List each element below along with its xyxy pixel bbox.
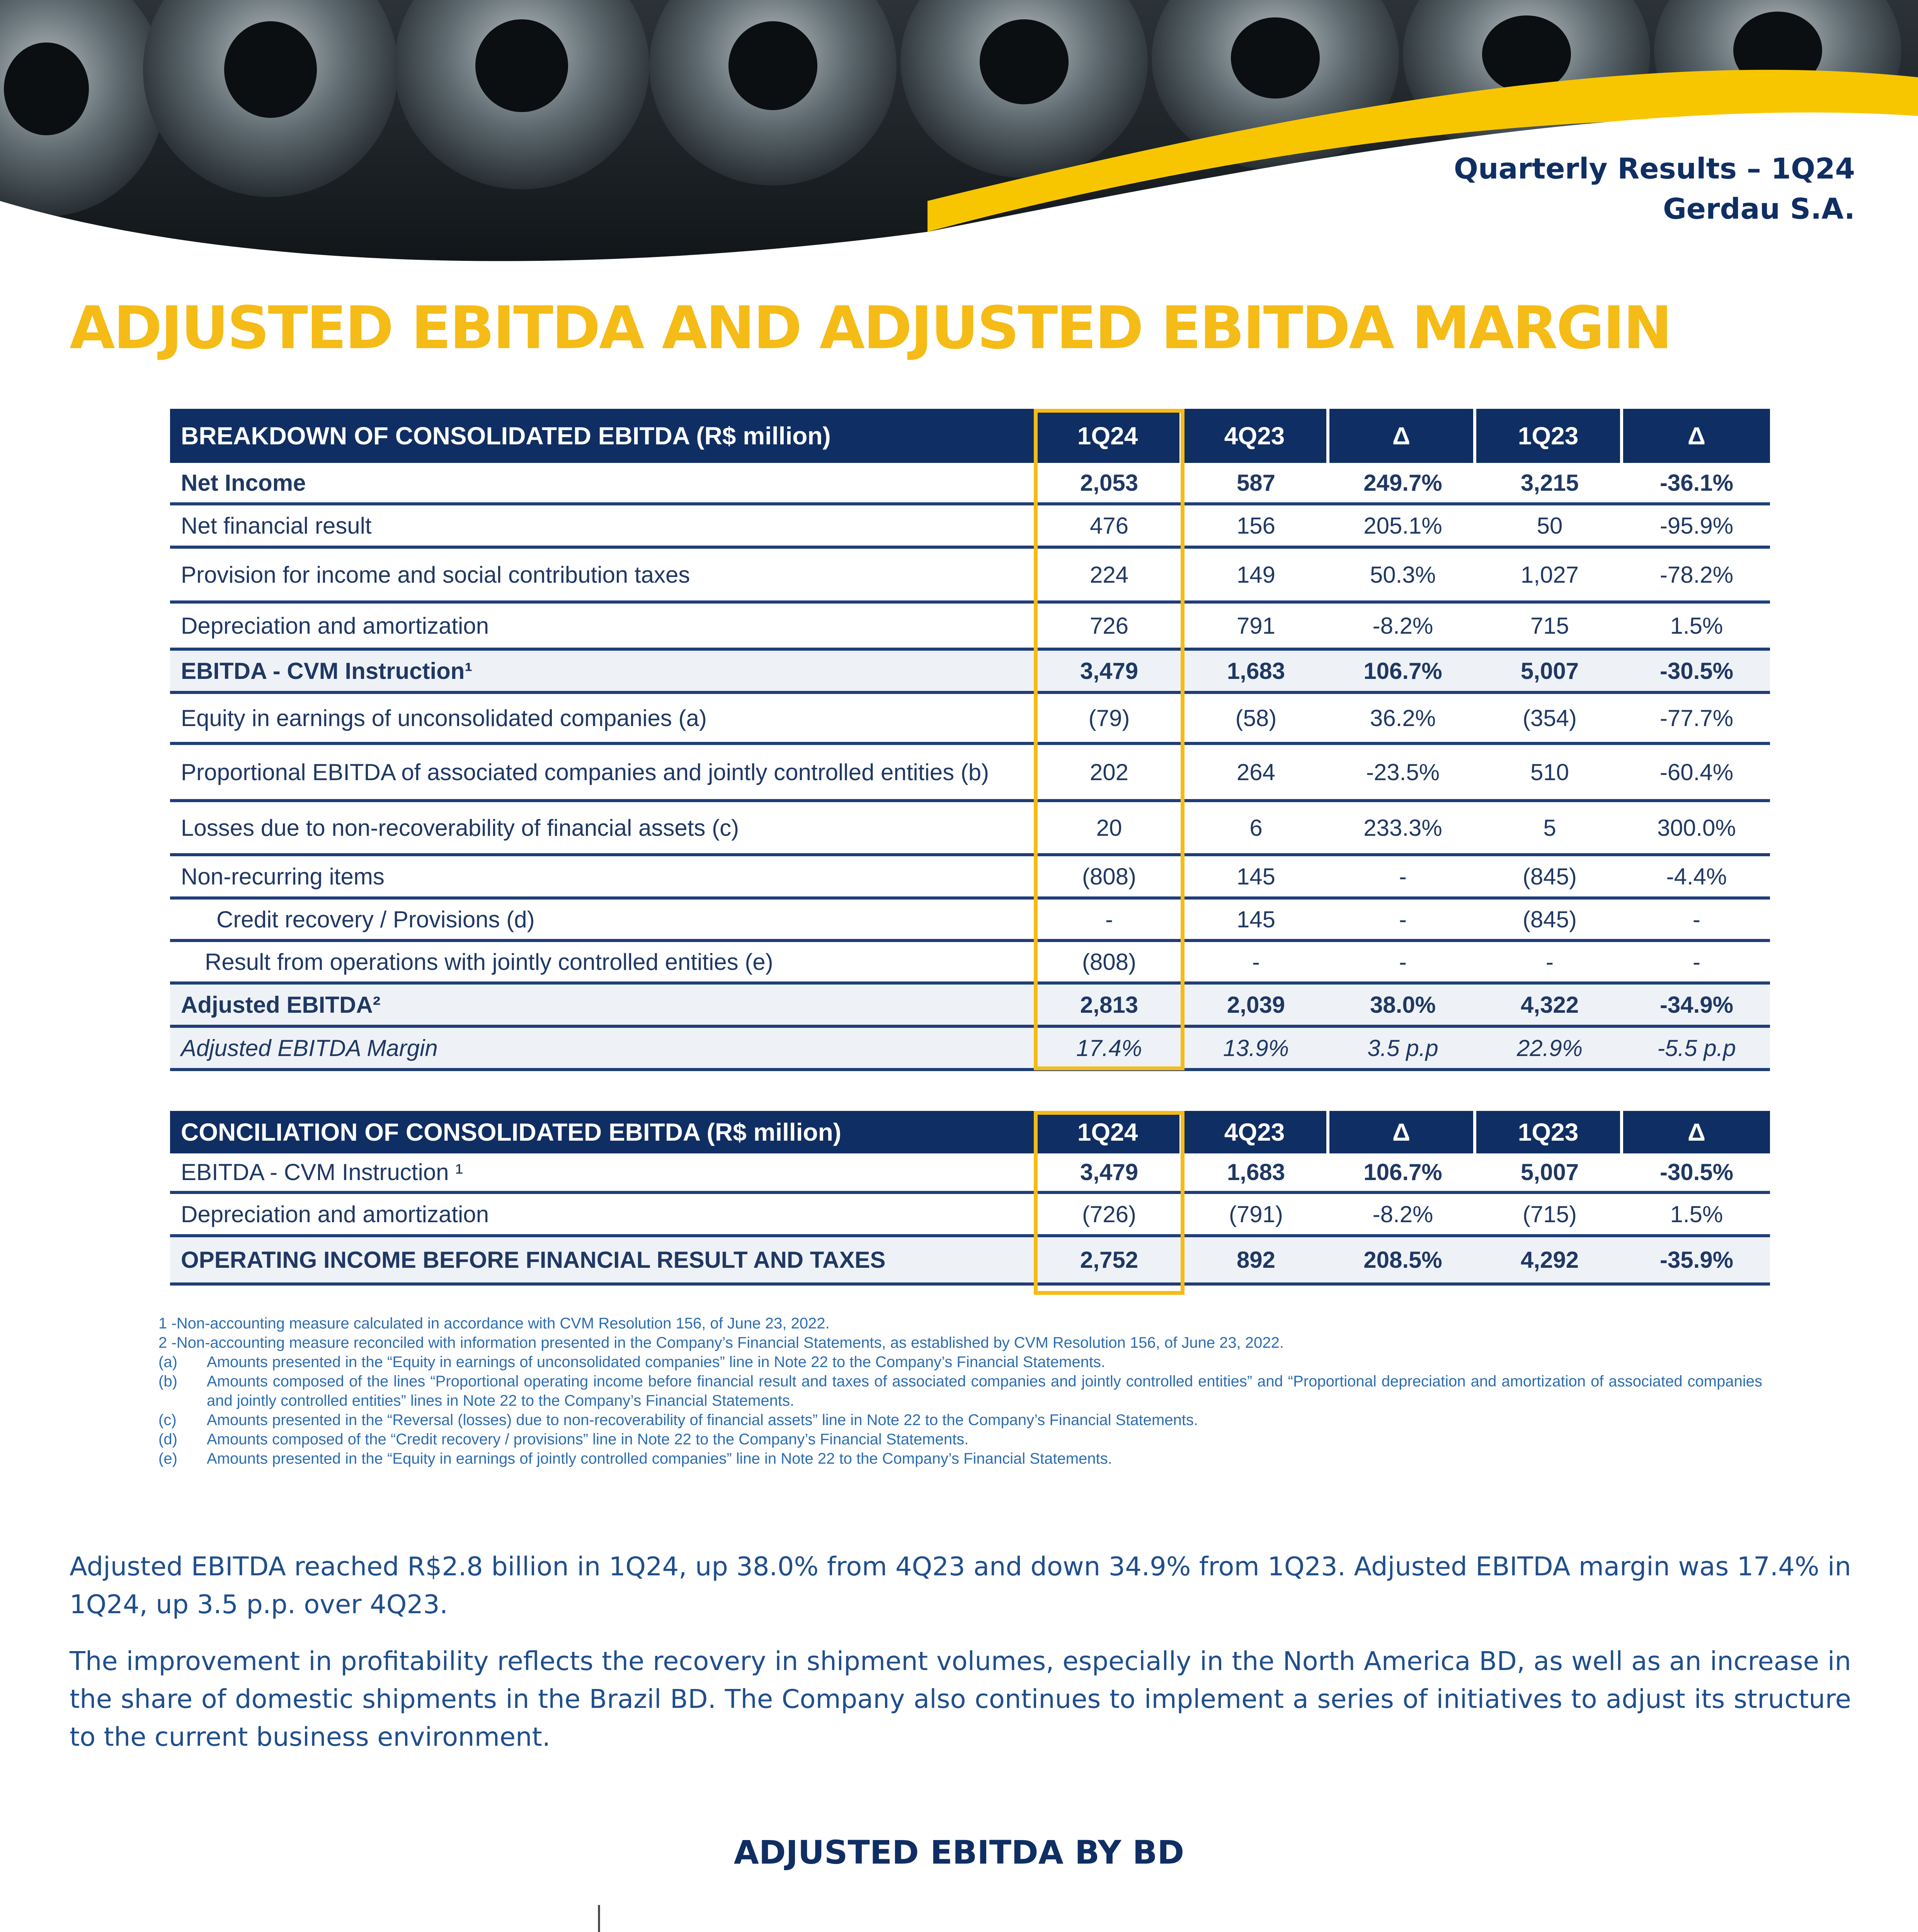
col-header-4q23: 4Q23 — [1183, 409, 1329, 463]
cell-delta: 233.3% — [1363, 815, 1442, 841]
col-header-delta: Δ — [1329, 409, 1476, 463]
cell-4q23: 791 — [1236, 612, 1276, 639]
row-label: Credit recovery / Provisions (d) — [216, 906, 535, 932]
cell-1q23: 1,027 — [1520, 561, 1579, 588]
cell-delta: -23.5% — [1366, 759, 1440, 785]
cell-1q23: (715) — [1522, 1201, 1577, 1227]
cell-delta: - — [1399, 949, 1407, 975]
footnote: (b) Amounts composed of the lines “Proportional operating income before financial result and taxes of associated companies and jointly controlled entities” and “Proportional depreciation and amortization of associated companies and jointly controlled entities” lines in Note 22 to the Company’s Financial Statements. — [158, 1373, 1762, 1409]
footnote: 1 - Non-accounting measure calculated in accordance with CVM Resolution 156, of June 23, 2022. — [158, 1315, 830, 1332]
table-row-subtotal — [170, 651, 1770, 694]
cell-delta: -95.9% — [1659, 512, 1734, 539]
col-header-delta: Δ — [1688, 1118, 1705, 1146]
cell-delta: 50.3% — [1370, 561, 1436, 588]
cell-delta: -34.9% — [1659, 992, 1734, 1018]
table-row — [170, 463, 1770, 505]
cell-4q23: - — [1252, 949, 1260, 975]
table-row-subitem — [170, 942, 1770, 985]
table-row-total — [170, 1237, 1770, 1286]
cell-1q24: 726 — [1089, 612, 1129, 639]
row-label: Adjusted EBITDA Margin — [181, 1035, 438, 1061]
cell-delta: 3.5 p.p — [1367, 1035, 1438, 1061]
cell-1q23: 4,292 — [1520, 1247, 1579, 1273]
row-label: EBITDA - CVM Instruction ¹ — [181, 1159, 463, 1185]
cell-1q23: 715 — [1530, 612, 1569, 639]
cell-delta: 1.5% — [1670, 1201, 1723, 1227]
cell-delta: 300.0% — [1657, 815, 1736, 841]
row-label: Depreciation and amortization — [181, 612, 489, 639]
chart-title: ADJUSTED EBITDA BY BD — [734, 1833, 1184, 1871]
company-name: Gerdau S.A. — [1663, 192, 1855, 226]
cell-delta: -30.5% — [1659, 658, 1734, 684]
cell-delta: - — [1693, 949, 1700, 975]
cell-delta: -77.7% — [1659, 705, 1734, 731]
cell-4q23: 145 — [1236, 906, 1276, 932]
cell-delta: - — [1693, 906, 1700, 932]
cell-1q24: (79) — [1088, 705, 1130, 731]
cell-delta: -8.2% — [1372, 1201, 1433, 1227]
cell-1q24: - — [1105, 906, 1113, 932]
row-label: Depreciation and amortization — [181, 1201, 489, 1227]
cell-4q23: 1,683 — [1227, 1159, 1285, 1185]
row-label: Non-recurring items — [181, 863, 385, 889]
cell-1q23: - — [1546, 949, 1554, 975]
cell-1q24: 2,813 — [1080, 992, 1139, 1018]
cell-delta: 1.5% — [1670, 612, 1723, 639]
body-paragraph: Adjusted EBITDA reached R$2.8 billion in 1Q24, up 38.0% from 4Q23 and down 34.9% from 1Q23. Adjusted EBITDA margin was 17.4% in 1Q24, up 3.5 p.p. over 4Q23. — [70, 1551, 1851, 1619]
row-label: EBITDA - CVM Instruction¹ — [181, 658, 473, 684]
row-label: OPERATING INCOME BEFORE FINANCIAL RESULT AND TAXES — [181, 1247, 886, 1273]
table-row — [170, 802, 1770, 856]
table-row — [170, 549, 1770, 604]
cell-delta: 38.0% — [1370, 992, 1436, 1018]
cell-1q23: 4,322 — [1520, 992, 1579, 1018]
row-label: Adjusted EBITDA² — [181, 992, 381, 1018]
cell-4q23: 892 — [1236, 1247, 1276, 1273]
row-label: Result from operations with jointly controlled entities (e) — [205, 949, 773, 975]
table-row — [170, 505, 1770, 549]
footnote: 2 - Non-accounting measure reconciled with information presented in the Company’s Financial Statements, as established by CVM Resolution 156, of June 23, 2022. — [158, 1334, 1284, 1351]
cell-4q23: 145 — [1236, 863, 1276, 889]
table-row-margin — [170, 1028, 1770, 1071]
col-header-delta: Δ — [1688, 422, 1705, 450]
cell-4q23: 587 — [1236, 469, 1276, 496]
cell-1q24: 476 — [1089, 512, 1129, 539]
table-row-total — [170, 985, 1770, 1028]
row-label: Provision for income and social contribution taxes — [181, 561, 690, 588]
row-label: Net Income — [181, 469, 306, 496]
cell-1q23: (845) — [1522, 863, 1577, 889]
footnote: (d) Amounts composed of the “Credit recovery / provisions” line in Note 22 to the Company’s Financial Statements. — [158, 1431, 969, 1448]
cell-1q24: 202 — [1089, 759, 1129, 785]
cell-1q24: 3,479 — [1080, 1159, 1139, 1185]
table-header-title: BREAKDOWN OF CONSOLIDATED EBITDA (R$ million) — [181, 422, 831, 450]
body-paragraph: The improvement in profitability reflects the recovery in shipment volumes, especially in the North America BD, as well as an increase in the share of domestic shipments in the Brazil BD. The Company also continues to implement a series of initiatives to adjust its structure to the current business environment. — [70, 1646, 1851, 1752]
cell-1q24: 3,479 — [1080, 658, 1139, 684]
cell-4q23: 1,683 — [1227, 658, 1285, 684]
cell-delta: - — [1399, 863, 1407, 889]
cell-1q23: 22.9% — [1516, 1035, 1583, 1061]
page-heading: ADJUSTED EBITDA AND ADJUSTED EBITDA MARGIN — [70, 294, 1671, 362]
col-header-1q23: 1Q23 — [1476, 409, 1623, 463]
cell-delta: -5.5 p.p — [1657, 1035, 1736, 1061]
col-header-1q24: 1Q24 — [1036, 409, 1183, 463]
cell-1q23: 5,007 — [1520, 1159, 1579, 1185]
breakdown-ebitda-table — [170, 409, 1770, 1071]
cell-4q23: 2,039 — [1227, 992, 1285, 1018]
table-row — [170, 604, 1770, 651]
report-title: Quarterly Results – 1Q24 — [1453, 152, 1855, 185]
table-header-row — [170, 409, 1770, 463]
cell-delta: -60.4% — [1659, 759, 1734, 785]
adjusted-ebitda-by-bd-chart — [464, 1893, 1469, 1932]
conciliation-ebitda-table — [170, 1111, 1770, 1286]
cell-4q23: (791) — [1229, 1201, 1283, 1227]
row-label: Losses due to non-recoverability of financial assets (c) — [181, 815, 739, 841]
table-row — [170, 694, 1770, 745]
cell-1q23: 50 — [1537, 512, 1563, 539]
cell-delta: -30.5% — [1659, 1159, 1734, 1185]
cell-4q23: 264 — [1236, 759, 1276, 785]
cell-delta: -4.4% — [1666, 863, 1727, 889]
cell-delta: 106.7% — [1363, 1159, 1442, 1185]
cell-1q24: 224 — [1089, 561, 1129, 588]
cell-delta: -78.2% — [1659, 561, 1734, 588]
cell-delta: 249.7% — [1363, 469, 1442, 496]
cell-1q24: 2,752 — [1080, 1247, 1139, 1273]
footnote: (a) Amounts presented in the “Equity in earnings of unconsolidated companies” line in Note 22 to the Company’s Financial Statements. — [158, 1354, 1106, 1371]
table-row — [170, 745, 1770, 802]
cell-1q24: 17.4% — [1076, 1035, 1142, 1061]
cell-1q24: (808) — [1082, 949, 1137, 975]
cell-delta: 36.2% — [1370, 705, 1436, 731]
cell-4q23: 156 — [1236, 512, 1276, 539]
cell-delta: - — [1399, 906, 1407, 932]
table-header-row — [170, 1111, 1770, 1153]
header-banner — [0, 0, 1918, 278]
cell-1q23: (354) — [1522, 705, 1577, 731]
row-label: Equity in earnings of unconsolidated companies (a) — [181, 705, 707, 731]
cell-delta: -8.2% — [1372, 612, 1433, 639]
cell-1q24: 20 — [1096, 815, 1122, 841]
cell-1q24: (726) — [1082, 1201, 1137, 1227]
report-title-block — [1454, 149, 1855, 229]
table-row — [170, 1153, 1770, 1194]
cell-4q23: (58) — [1235, 705, 1277, 731]
cell-1q23: 3,215 — [1520, 469, 1579, 496]
cell-4q23: 13.9% — [1223, 1035, 1289, 1061]
footnote: (e) Amounts presented in the “Equity in earnings of jointly controlled companies” line in Note 22 to the Company’s Financial Statements. — [158, 1450, 1112, 1467]
cell-1q23: (845) — [1522, 906, 1577, 932]
row-label: Proportional EBITDA of associated companies and jointly controlled entities (b) — [181, 759, 989, 785]
col-header-4q23: 4Q23 — [1183, 1111, 1329, 1153]
footnote: (c) Amounts presented in the “Reversal (losses) due to non-recoverability of financial assets” line in Note 22 to the Company’s Financial Statements. — [158, 1412, 1198, 1429]
cell-delta: 208.5% — [1363, 1247, 1442, 1273]
cell-1q23: 5,007 — [1520, 658, 1579, 684]
table-row-subitem — [170, 900, 1770, 942]
table-header-title: CONCILIATION OF CONSOLIDATED EBITDA (R$ million) — [181, 1118, 841, 1146]
cell-4q23: 6 — [1249, 815, 1263, 841]
row-label: Net financial result — [181, 512, 372, 539]
cell-1q23: 5 — [1543, 815, 1556, 841]
footnotes — [158, 1314, 1762, 1468]
cell-delta: -35.9% — [1659, 1247, 1734, 1273]
cell-delta: 205.1% — [1363, 512, 1442, 539]
col-header-delta: Δ — [1329, 1111, 1476, 1153]
cell-1q24: 2,053 — [1080, 469, 1139, 496]
cell-delta: -36.1% — [1659, 469, 1734, 496]
table-row — [170, 1194, 1770, 1237]
cell-1q23: 510 — [1530, 759, 1569, 785]
cell-delta: 106.7% — [1363, 658, 1442, 684]
cell-1q24: (808) — [1082, 863, 1137, 889]
table-row — [170, 856, 1770, 900]
col-header-1q24: 1Q24 — [1036, 1111, 1183, 1153]
col-header-1q23: 1Q23 — [1476, 1111, 1623, 1153]
cell-4q23: 149 — [1236, 561, 1276, 588]
